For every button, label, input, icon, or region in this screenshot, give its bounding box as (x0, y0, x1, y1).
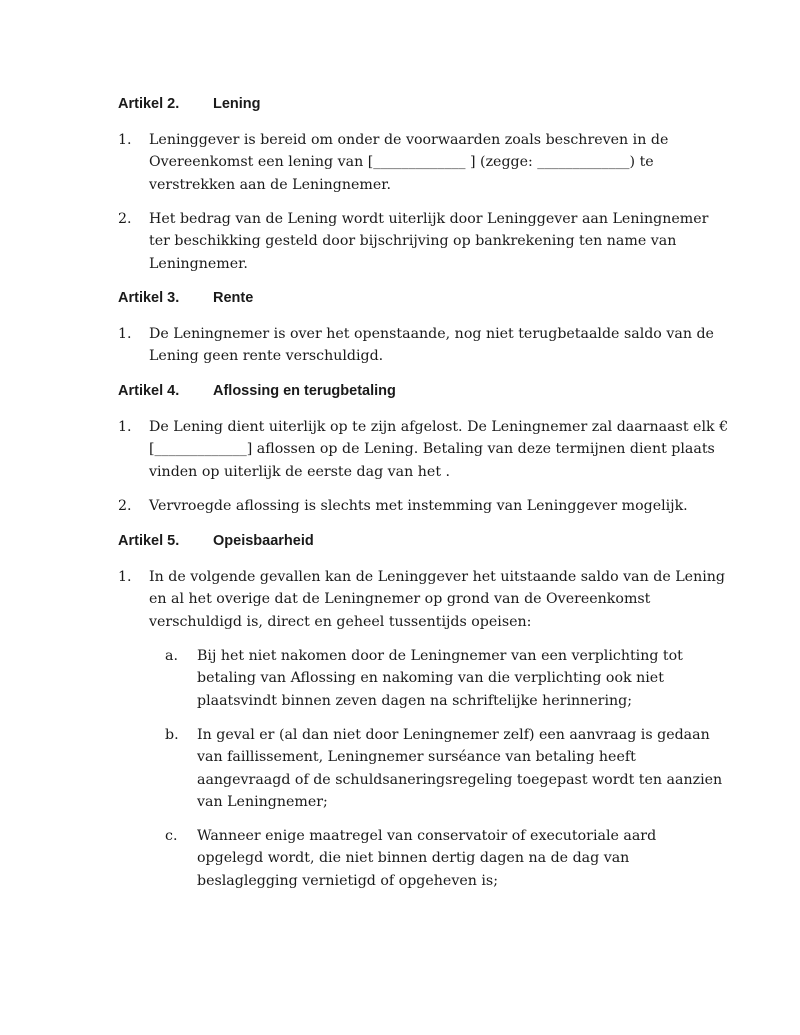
article-title: Opeisbaarheid (213, 533, 314, 549)
sub-list-marker: b. (165, 727, 179, 743)
sub-list-marker: a. (165, 648, 178, 664)
item-text (149, 566, 725, 633)
item-text (149, 416, 728, 483)
list-marker: 1. (118, 326, 132, 342)
text-line: betaling van Aflossing en nakoming van die verplichting ook niet (197, 670, 664, 687)
text-line: Vervroegde aflossing is slechts met instemming van Leninggever mogelijk. (149, 498, 688, 514)
text-line: De Lening dient uiterlijk op te zijn afgelost. De Leningnemer zal daarnaast elk € (149, 419, 729, 435)
text-line: Wanneer enige maatregel van conservatoir of executoriale aard (197, 828, 657, 844)
text-line: van faillissement, Leningnemer surséance van betaling heeft (197, 749, 636, 766)
item-text (197, 724, 722, 813)
article-number: Artikel 3. (118, 290, 180, 306)
list-marker: 1. (118, 132, 132, 148)
text-line: verschuldigd is, direct en geheel tussentijds opeisen: (149, 613, 532, 630)
article-title: Aflossing en terugbetaling (213, 383, 396, 399)
article-title: Lening (213, 96, 261, 112)
item-text (149, 129, 668, 196)
item-text (197, 825, 656, 892)
sub-list-item (165, 825, 656, 892)
text-line: Bij het niet nakomen door de Leningnemer van een verplichting tot (197, 648, 683, 664)
text-line: opgelegd wordt, die niet binnen dertig dagen na de dag van (197, 850, 630, 867)
list-item (118, 416, 728, 483)
item-text (149, 323, 714, 368)
text-line: Het bedrag van de Lening wordt uiterlijk door Leninggever aan Leningnemer (149, 211, 709, 227)
text-line: beslaglegging vernietigd of opgeheven is; (197, 872, 498, 889)
list-item (118, 495, 688, 517)
text-line: en al het overige dat de Leningnemer op grond van de Overeenkomst (149, 591, 651, 608)
sub-list-item (165, 724, 722, 813)
list-item (118, 323, 714, 368)
list-marker: 2. (118, 498, 132, 514)
text-line: aangevraagd of de schuldsaneringsregeling toegepast wordt ten aanzien (197, 771, 723, 788)
article-number: Artikel 4. (118, 383, 180, 399)
text-line: Leningnemer. (149, 255, 248, 272)
text-line: In geval er (al dan niet door Leningnemer zelf) een aanvraag is gedaan (197, 727, 710, 743)
text-line: Overeenkomst een lening van [_____________ ] (zegge: _____________) te (149, 154, 654, 171)
list-item (118, 129, 668, 196)
text-line: Lening geen rente verschuldigd. (149, 348, 384, 365)
text-line: [_____________] aflossen op de Lening. Betaling van deze termijnen dient plaats (149, 441, 715, 458)
text-line: ter beschikking gesteld door bijschrijving op bankrekening ten name van (149, 233, 677, 250)
item-text (149, 495, 688, 517)
list-marker: 1. (118, 419, 132, 435)
item-text (197, 645, 683, 712)
sub-list-item (165, 645, 683, 712)
article-number: Artikel 5. (118, 533, 180, 549)
list-item (118, 208, 708, 275)
sub-list-marker: c. (165, 828, 178, 844)
list-item (118, 566, 725, 633)
text-line: In de volgende gevallen kan de Leninggever het uitstaande saldo van de Lening (149, 569, 725, 585)
text-line: plaatsvindt binnen zeven dagen na schriftelijke herinnering; (197, 692, 632, 709)
item-text (149, 208, 708, 275)
article-title: Rente (213, 290, 254, 306)
text-line: vinden op uiterlijk de eerste dag van het . (149, 463, 451, 480)
text-line: verstrekken aan de Leningnemer. (149, 176, 391, 193)
text-line: De Leningnemer is over het openstaande, nog niet terugbetaalde saldo van de (149, 326, 714, 342)
article-number: Artikel 2. (118, 96, 180, 112)
text-line: van Leningnemer; (197, 793, 328, 810)
list-marker: 1. (118, 569, 132, 585)
list-marker: 2. (118, 211, 132, 227)
text-line: Leninggever is bereid om onder de voorwaarden zoals beschreven in de (149, 132, 669, 148)
